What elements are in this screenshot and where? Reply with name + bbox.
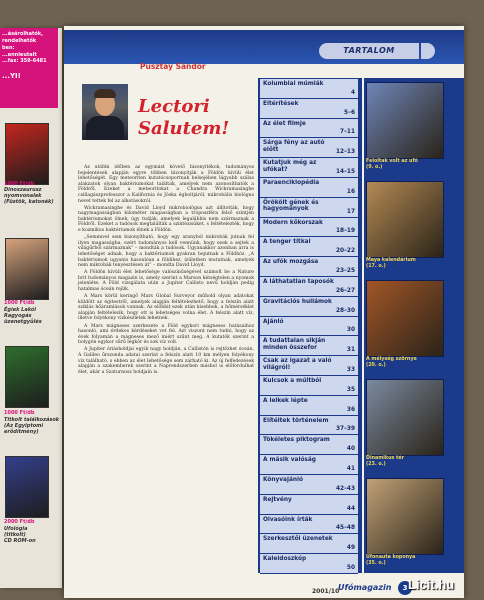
- toc-page: 44: [346, 505, 355, 512]
- issue-number: 2001/10: [312, 588, 340, 595]
- left-page-ad-banner: [0, 28, 58, 108]
- book-price: 1000 Ft/db: [4, 410, 35, 416]
- editorial-paragraph: A Földön kívüli élet lehetősége valószínűségével számolt be a Nature brit tudományos magazin is, amely szerint a Marson kétségtelen a nyomok jelenléte. A Föld vizsgálata után a Jupiter Callisto nevű holdján pedig hatalmas óceán rejlik.: [78, 270, 254, 292]
- toc-row: [260, 416, 358, 436]
- toc-row: [260, 79, 358, 99]
- toc-label: Kolumbiai múmiák: [263, 81, 324, 87]
- toc-page: 23–25: [335, 267, 355, 274]
- toc-page: 14–15: [335, 168, 355, 175]
- toc-label: Rejtvény: [263, 496, 292, 503]
- toc-page: 18–19: [335, 228, 355, 235]
- toc-label: Tökéletes piktogram: [263, 437, 330, 444]
- book-cover: [5, 346, 49, 408]
- editorial-paragraph: „Semmivel sem bizonyítható, hogy egy aranyból mikrobák jutnak fel ilyen magasságba, ezért tudományos kell vennünk, hogy ezek a sejtek a világűrből származnak” – mondták a tudósok. Ugyanakkor azonban arra is lehetőséget adnak, hogy a baktériumok gyakran bejutnak a Földhöz. „A baktériumok ugyanis hasonlóan a földihez, ízületben mutatnak, amelyek nem mikrobák tenyésztésen át” – mondta David Lloyd.: [78, 235, 254, 269]
- book-cover: [5, 456, 49, 518]
- editorial-paragraph: Az utóbbi időben az egymást követő bizonyítékok, tudományos bejelentések alapján egyre többen bizonyítják a Földön kívüli élet lehetőségét. Egy meteoriten kutatócsoportnak belsejében lágyabb szálas alakzatok olyan baktériumokat találtak, amelyek nem azonosíthatók a Földről. Ezeket a meteoritokat a Chandra Wickramasinghe csillagászprofesszor a Kalifornia és Jóska égboltjáról, mikrobális biológus nevet tettek fel az alkotásokról.: [78, 165, 254, 204]
- toc-label: Csak az igazat a való világról!: [263, 358, 332, 371]
- toc-page: 5–6: [344, 109, 355, 116]
- editorial-paragraph: A Jupiter óriásholdjai egyik nagy holdján, a Callistón is rejtőzhet óceán. A Galileo űrszonda adatai szerint a felszín alatt 10 km mélyen folyékony víz található, s ebben az élet lehetősége sem zárható ki. Az új felfedezések alapján a szakemberek szerint a Naprendszerben máshol is előfordulhat élet, akár a Szaturnusz holdjain is.: [78, 347, 254, 375]
- toc-page: 49: [346, 545, 355, 552]
- book-price: 2000 Ft/db: [4, 519, 35, 525]
- toc-page: 17: [346, 208, 355, 215]
- toc-label: Szerkesztői üzenetek: [263, 536, 333, 543]
- toc-label: Kutatjuk még az ufókat?: [263, 160, 317, 173]
- toc-page: 12–13: [335, 149, 355, 156]
- thumbnail-caption: Maya kalendárium (17. o.): [366, 258, 416, 269]
- editorial-greeting: Lectori Salutem!: [138, 96, 230, 139]
- book-cover: [5, 238, 49, 300]
- left-page-ad-word: ...YI!: [2, 72, 21, 80]
- toc-label: Paraenciklopédia: [263, 180, 320, 186]
- page-number: 3: [398, 581, 412, 595]
- toc-page: 40: [346, 446, 355, 453]
- toc-label: Sárga fény az autó előtt: [263, 140, 325, 153]
- magazine-name: Ufómagazin: [338, 583, 392, 592]
- editorial-paragraph: A Mars körül keringő Mars Global Surveyor műhold olyan adatokat küldött az égitestről, amelyek alapján feltételezhető, hogy a felszín alatt sziklás hőáramlások vannak. Az előbbit ezek után kisebbek, a hőmérséklet alapján feltételezik, hogy ott is lehetséges volna élet. A felszín alatt víz, illetve folyékony vízkészletek lehetnek.: [78, 294, 254, 322]
- left-page-line: ...ásárolhatók,: [2, 31, 44, 37]
- toc-row: [260, 435, 358, 455]
- toc-label: Gravitációs hullámok: [263, 298, 332, 305]
- toc-label: Elítéltek történelem: [263, 417, 329, 424]
- toc-row: [260, 455, 358, 475]
- toc-label: A láthatatlan taposók: [263, 279, 334, 285]
- toc-row: [260, 198, 358, 218]
- toc-label: Az élet filmje: [263, 120, 306, 127]
- thumbnail-image: [366, 181, 444, 258]
- book-caption: Ufológia (titkolt) CD ROM-on: [4, 526, 36, 544]
- toc-page: 45–48: [335, 525, 355, 532]
- toc-row: [260, 158, 358, 178]
- thumbnail-image: [366, 379, 444, 456]
- thumbnail-caption: A mélység szörnye (20. o.): [366, 357, 417, 368]
- toc-page: 26–27: [335, 287, 355, 294]
- toc-label: Kaleidoszkóp: [263, 556, 307, 563]
- author-hair: [94, 89, 116, 98]
- thumbnail-caption: Dinamikus tér (23. o.): [366, 456, 404, 467]
- moon-icon: [421, 43, 435, 59]
- toc-row: [260, 475, 358, 495]
- table-of-contents: [258, 78, 362, 573]
- toc-label: Kulcsok a múltból: [263, 378, 322, 384]
- toc-row: [260, 554, 358, 574]
- watermark: Licit.hu: [408, 577, 455, 592]
- section-title: TARTALOM: [319, 43, 419, 59]
- toc-row: [260, 277, 358, 297]
- thumbnail-column: [364, 78, 464, 573]
- toc-label: Ajánló: [263, 318, 284, 325]
- toc-page: 16: [346, 188, 355, 195]
- toc-row: [260, 178, 358, 198]
- toc-label: Örökölt gének és hagyományok: [263, 199, 319, 213]
- magazine-page: [64, 26, 464, 598]
- toc-row: [260, 336, 358, 356]
- toc-row: [260, 515, 358, 535]
- toc-page: 37–39: [335, 426, 355, 433]
- thumbnail-image: [366, 280, 444, 357]
- toc-row: [260, 317, 358, 337]
- left-page-line: ...ennleutalt: [2, 52, 37, 58]
- toc-row: [260, 495, 358, 515]
- toc-page: 35: [346, 386, 355, 393]
- toc-row: [260, 534, 358, 554]
- toc-label: Eltérítések: [263, 100, 299, 107]
- thumbnail-image: [366, 82, 444, 159]
- editorial-paragraph: A Mars mágneses szerkezete a Föld egykori mágneses hatásaihoz hasonló, ami érdekes kérdéseket vet fel. Azt viszont nem tudni, hogy az évek folyamán a mágneses mező miért szűnt meg. A kutatók szerint a bolygón egykor sűrű légkör és sok víz volt.: [78, 323, 254, 346]
- left-page-line: ben:: [2, 45, 15, 51]
- left-page-line: rendelhetők: [2, 38, 37, 44]
- toc-label: A tenger titkai: [263, 239, 311, 246]
- toc-page: 4: [350, 89, 355, 96]
- toc-label: A lelkek lépte: [263, 397, 308, 404]
- left-page: [0, 28, 62, 588]
- book-caption: Dinoszaurusz nyomvonalak (Füstök, katonák): [4, 187, 54, 205]
- editorial-body: [78, 165, 254, 377]
- toc-row: [260, 297, 358, 317]
- author-name: Pusztay Sándor: [140, 62, 206, 71]
- toc-page: 7–11: [340, 129, 355, 136]
- thumbnail-caption: Ufonauta koponya (35. o.): [366, 555, 416, 566]
- header-band: [64, 30, 464, 64]
- toc-label: Olvasóink írták: [263, 516, 313, 523]
- toc-label: Modern kőkorszak: [263, 219, 323, 226]
- toc-page: 36: [346, 406, 355, 413]
- toc-page: 41: [346, 465, 355, 472]
- toc-row: [260, 218, 358, 238]
- toc-page: 30: [346, 327, 355, 334]
- toc-label: A tudattalan sikján minden összefor: [263, 338, 326, 351]
- toc-page: 50: [346, 564, 355, 571]
- author-suit: [86, 116, 124, 140]
- book-caption: Titkolt találkozások (Az Egyiptomi erődítmény): [4, 417, 60, 435]
- book-price: 1000 Ft/db: [4, 181, 35, 187]
- editorial-paragraph: Wickramasinghe és David Lloyd mikrobiológus azt állították, hogy nagymagasságban kilométer magasságban a troposzféra felső szintjén baktériumokat ölnek, úgy tudják, amelyek legalábbis nem származnak a Földről. Ezeket a tudósok megtalálták a szintézisüket, s feltételezték, hogy e kozmikus baktériumok élnek a Földön.: [78, 205, 254, 234]
- left-page-line: ...fax: 359-6481: [2, 58, 47, 64]
- toc-page: 33: [346, 366, 355, 373]
- toc-row: [260, 376, 358, 396]
- toc-page: 28–30: [335, 307, 355, 314]
- toc-label: Könyvajánló: [263, 477, 303, 483]
- thumbnail-image: [366, 478, 444, 555]
- toc-row: [260, 138, 358, 158]
- book-caption: Égiek Lakói Ragyogás üzenetgyűlés: [4, 307, 42, 325]
- toc-row: [260, 356, 358, 376]
- toc-row: [260, 99, 358, 119]
- thumbnail-caption: Feloltak volt az ufó (9. o.): [366, 159, 418, 170]
- toc-row: [260, 257, 358, 277]
- toc-label: A másik valóság: [263, 457, 316, 464]
- toc-label: Az ufók mozgása: [263, 259, 319, 266]
- toc-page: 20–22: [335, 248, 355, 255]
- author-photo: [82, 84, 128, 140]
- book-price: 1000 Ft/db: [4, 300, 35, 306]
- toc-page: 31: [346, 347, 355, 354]
- toc-page: 42–43: [335, 485, 355, 492]
- toc-row: [260, 396, 358, 416]
- toc-row: [260, 119, 358, 139]
- toc-row: [260, 237, 358, 257]
- book-cover: [5, 123, 49, 185]
